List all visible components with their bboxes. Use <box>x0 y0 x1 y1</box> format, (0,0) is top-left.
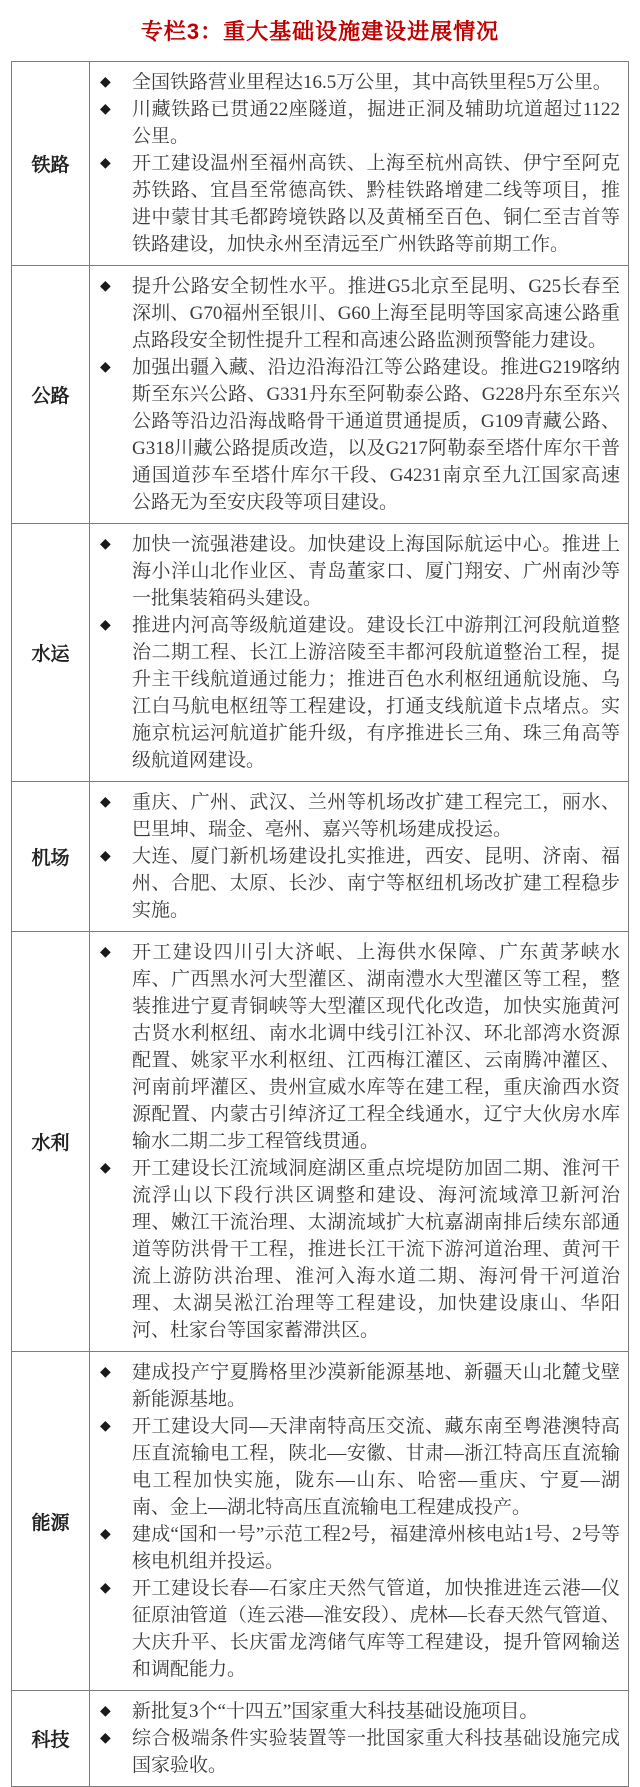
list-item <box>96 273 620 354</box>
list-item <box>96 354 620 516</box>
diamond-bullet-icon: ◆ <box>100 279 111 294</box>
bullet-text: 川藏铁路已贯通22座隧道，掘进正洞及辅助坑道超过1122公里。 <box>132 99 620 147</box>
table-row-highway <box>12 266 628 524</box>
table-row-waterway <box>12 524 628 782</box>
diamond-bullet-icon: ◆ <box>100 537 111 552</box>
table-row-railway <box>12 62 628 266</box>
bullet-text: 大连、厦门新机场建设扎实推进，西安、昆明、济南、福州、合肥、太原、长沙、南宁等枢纽机场改扩建工程稳步实施。 <box>132 846 620 921</box>
diamond-bullet-icon: ◆ <box>100 1527 111 1542</box>
bullet-text: 提升公路安全韧性水平。推进G5北京至昆明、G25长春至深圳、G70福州至银川、G60上海至昆明等国家高速公路重点路段安全韧性提升工程和高速公路监测预警能力建设。 <box>132 276 620 351</box>
list-item <box>96 1575 620 1683</box>
row-content <box>90 1691 628 1786</box>
bullet-text: 建成投产宁夏腾格里沙漠新能源基地、新疆天山北麓戈壁新能源基地。 <box>132 1362 620 1410</box>
category-label-highway: 公路 <box>12 266 90 523</box>
category-label-energy: 能源 <box>12 1352 90 1690</box>
list-item <box>96 1413 620 1521</box>
diamond-bullet-icon: ◆ <box>100 75 111 90</box>
table-row-water-conservancy <box>12 932 628 1352</box>
list-item <box>96 96 620 150</box>
category-label-science-tech: 科技 <box>12 1691 90 1786</box>
list-item <box>96 789 620 843</box>
list-item <box>96 1698 620 1725</box>
row-content <box>90 932 628 1351</box>
bullet-text: 开工建设温州至福州高铁、上海至杭州高铁、伊宁至阿克苏铁路、宜昌至常德高铁、黔桂铁路增建二线等项目，推进中蒙甘其毛都跨境铁路以及黄桶至百色、铜仁至吉首等铁路建设，加快永州至清远至广州铁路等前期工作。 <box>132 153 620 255</box>
diamond-bullet-icon: ◆ <box>100 1704 111 1719</box>
bullet-text: 综合极端条件实验装置等一批国家重大科技基础设施完成国家验收。 <box>132 1728 620 1776</box>
table-row-science-tech <box>12 1691 628 1786</box>
category-label-water-conservancy: 水利 <box>12 932 90 1351</box>
category-label-airport: 机场 <box>12 782 90 931</box>
bullet-text: 全国铁路营业里程达16.5万公里，其中高铁里程5万公里。 <box>132 72 612 93</box>
bullet-text: 加强出疆入藏、沿边沿海沿江等公路建设。推进G219喀纳斯至东兴公路、G331丹东至阿勒泰公路、G228丹东至东兴公路等沿边沿海战略骨干通道贯通提质，G109青藏公路、G318川藏公路提质改造，以及G217阿勒泰至塔什库尔干普通国道莎车至塔什库尔干段、G4231南京至九江国家高速公路无为至安庆段等项目建设。 <box>132 357 620 513</box>
category-label-waterway: 水运 <box>12 524 90 781</box>
bullet-text: 开工建设大同—天津南特高压交流、藏东南至粤港澳特高压直流输电工程，陕北—安徽、甘肃—浙江特高压直流输电工程加快实施，陇东—山东、哈密—重庆、宁夏—湖南、金上—湖北特高压直流输电工程建成投产。 <box>132 1416 620 1518</box>
table-row-energy <box>12 1352 628 1691</box>
row-content <box>90 782 628 931</box>
list-item <box>96 69 620 96</box>
bullet-text: 重庆、广州、武汉、兰州等机场改扩建工程完工，丽水、巴里坤、瑞金、亳州、嘉兴等机场建成投运。 <box>132 792 620 840</box>
bullet-text: 开工建设长春—石家庄天然气管道，加快推进连云港—仪征原油管道（连云港—淮安段）、虎林—长春天然气管道、大庆升平、长庆雷龙湾储气库等工程建设，提升管网输送和调配能力。 <box>132 1578 620 1680</box>
diamond-bullet-icon: ◆ <box>100 849 111 864</box>
list-item <box>96 1725 620 1779</box>
diamond-bullet-icon: ◆ <box>100 1161 111 1176</box>
row-content <box>90 524 628 781</box>
diamond-bullet-icon: ◆ <box>100 1731 111 1746</box>
diamond-bullet-icon: ◆ <box>100 156 111 171</box>
bullet-text: 新批复3个“十四五”国家重大科技基础设施项目。 <box>132 1701 539 1722</box>
row-content <box>90 62 628 265</box>
row-content <box>90 1352 628 1690</box>
row-content <box>90 266 628 523</box>
table-row-airport <box>12 782 628 932</box>
list-item <box>96 939 620 1155</box>
bullet-text: 加快一流强港建设。加快建设上海国际航运中心。推进上海小洋山北作业区、青岛董家口、厦门翔安、广州南沙等一批集装箱码头建设。 <box>132 534 620 609</box>
diamond-bullet-icon: ◆ <box>100 360 111 375</box>
list-item <box>96 150 620 258</box>
infrastructure-table <box>11 61 629 1787</box>
diamond-bullet-icon: ◆ <box>100 795 111 810</box>
diamond-bullet-icon: ◆ <box>100 102 111 117</box>
bullet-text: 推进内河高等级航道建设。建设长江中游荆江河段航道整治二期工程、长江上游涪陵至丰都河段航道整治工程，提升主干线航道通过能力；推进百色水利枢纽通航设施、乌江白马航电枢纽等工程建设，打通支线航道卡点堵点。实施京杭运河航道扩能升级，有序推进长三角、珠三角高等级航道网建设。 <box>132 615 620 771</box>
diamond-bullet-icon: ◆ <box>100 1581 111 1596</box>
diamond-bullet-icon: ◆ <box>100 1419 111 1434</box>
diamond-bullet-icon: ◆ <box>100 945 111 960</box>
list-item <box>96 1521 620 1575</box>
list-item <box>96 612 620 774</box>
diamond-bullet-icon: ◆ <box>100 1365 111 1380</box>
diamond-bullet-icon: ◆ <box>100 618 111 633</box>
list-item <box>96 843 620 924</box>
page-title: 专栏3：重大基础设施建设进展情况 <box>140 19 500 44</box>
list-item <box>96 1155 620 1344</box>
category-label-railway: 铁路 <box>12 62 90 265</box>
list-item <box>96 1359 620 1413</box>
bullet-text: 建成“国和一号”示范工程2号，福建漳州核电站1号、2号等核电机组并投运。 <box>132 1524 620 1572</box>
bullet-text: 开工建设长江流域洞庭湖区重点垸堤防加固二期、淮河干流浮山以下段行洪区调整和建设、海河流域漳卫新河治理、嫩江干流治理、太湖流域扩大杭嘉湖南排后续东部通道等防洪骨干工程，推进长江干流下游河道治理、黄河干流上游防洪治理、淮河入海水道二期、海河骨干河道治理、太湖吴淞江治理等工程建设，加快建设康山、华阳河、杜家台等国家蓄滞洪区。 <box>132 1158 620 1341</box>
bullet-text: 开工建设四川引大济岷、上海供水保障、广东黄茅峡水库、广西黑水河大型灌区、湖南澧水大型灌区等工程，整装推进宁夏青铜峡等大型灌区现代化改造，加快实施黄河古贤水利枢纽、南水北调中线引江补汉、环北部湾水资源配置、姚家平水利枢纽、江西梅江灌区、云南腾冲灌区、河南前坪灌区、贵州宣威水库等在建工程，重庆渝西水资源配置、内蒙古引绰济辽工程全线通水，辽宁大伙房水库输水二期二步工程管线贯通。 <box>132 942 620 1152</box>
list-item <box>96 531 620 612</box>
